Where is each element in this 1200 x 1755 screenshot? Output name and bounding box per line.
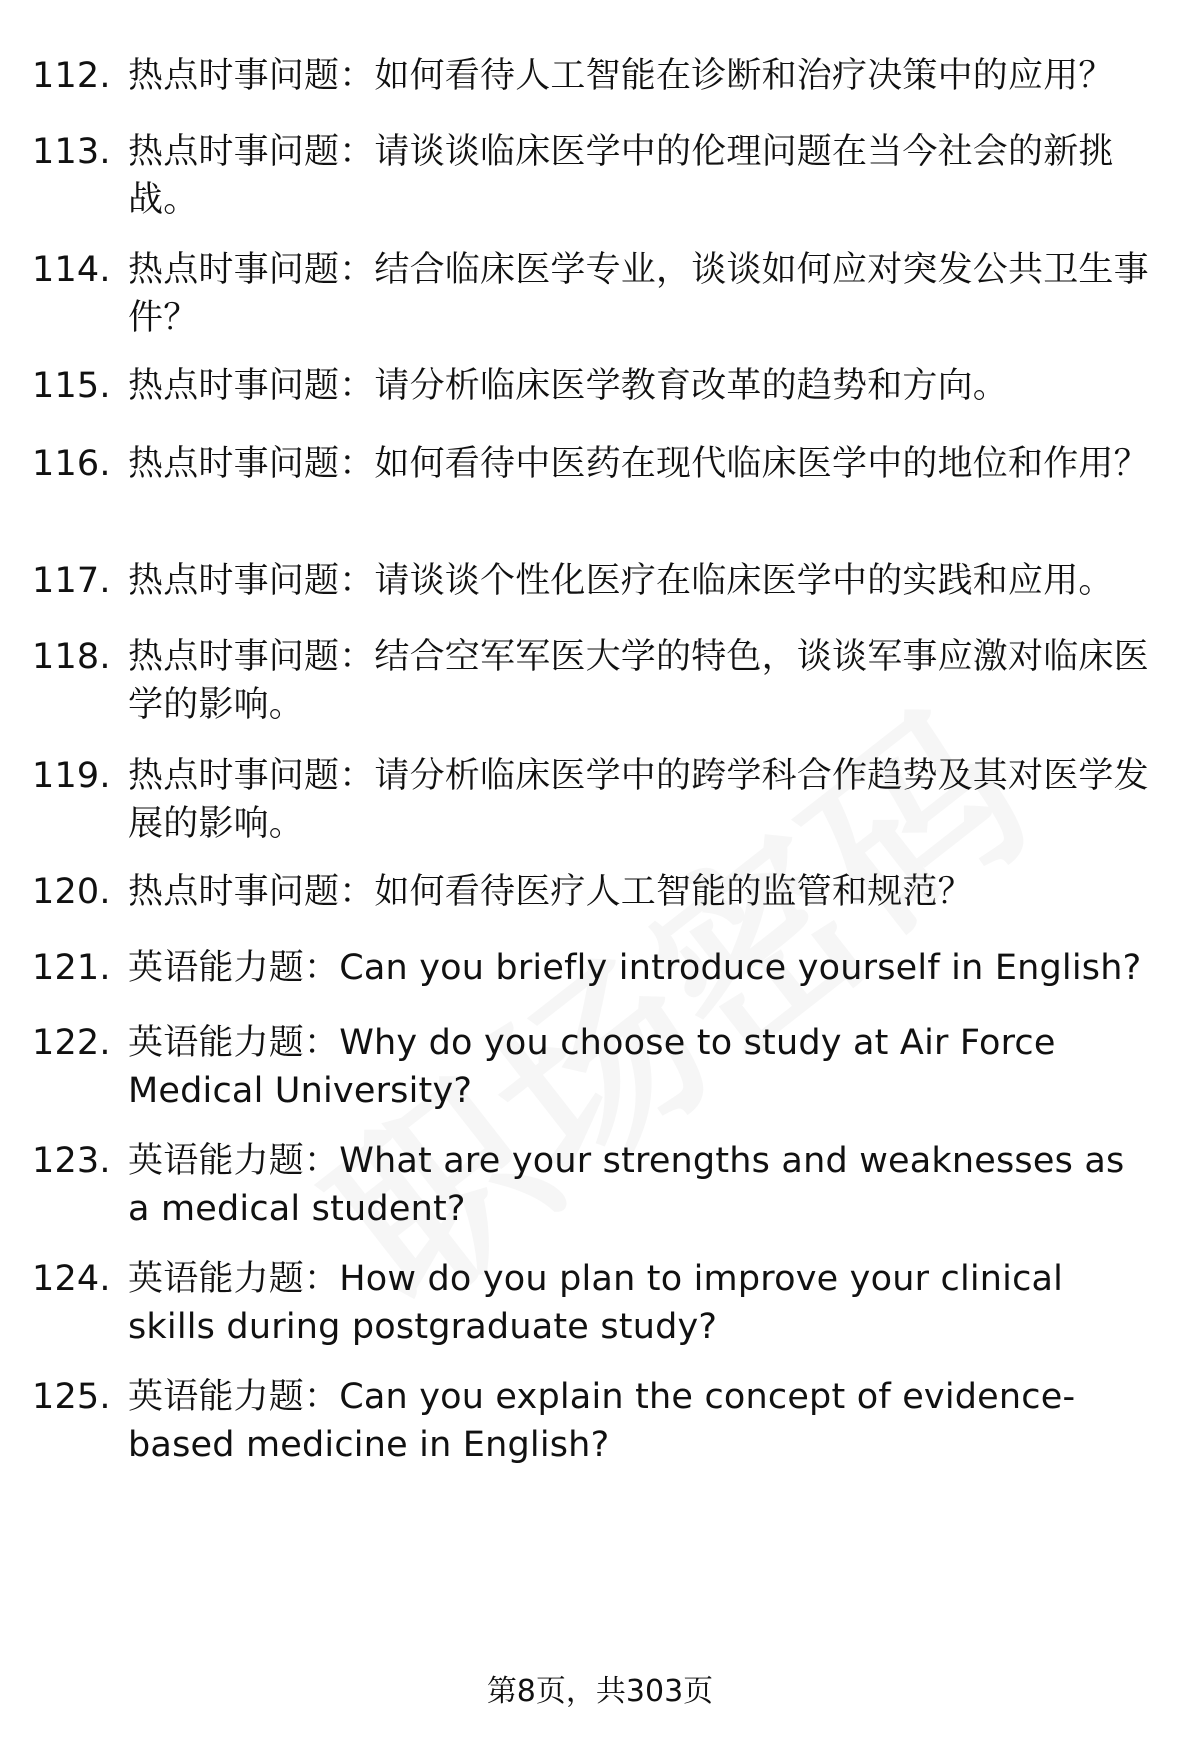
item-text: 热点时事问题：如何看待医疗人工智能的监管和规范？	[128, 872, 973, 912]
item-text: 英语能力题：What are your strengths and weaknesses as a medical student?	[128, 1141, 1125, 1229]
list-item	[32, 440, 1152, 488]
item-number: 114.	[32, 250, 111, 290]
item-number: 122.	[32, 1023, 111, 1063]
list-item	[32, 128, 1152, 224]
list-item	[32, 868, 1152, 916]
list-item	[32, 52, 1152, 100]
list-item	[32, 362, 1152, 410]
list-item	[32, 1373, 1152, 1469]
list-item	[32, 633, 1152, 729]
item-number: 117.	[32, 561, 111, 601]
item-text: 英语能力题：Why do you choose to study at Air Force Medical University?	[128, 1023, 1056, 1111]
item-text: 热点时事问题：如何看待人工智能在诊断和治疗决策中的应用？	[128, 56, 1114, 96]
item-text: 热点时事问题：请分析临床医学教育改革的趋势和方向。	[128, 366, 1009, 406]
item-number: 123.	[32, 1141, 111, 1181]
item-text: 英语能力题：Can you briefly introduce yourself in English?	[128, 948, 1142, 988]
page-footer: 第8页，共303页	[486, 1674, 714, 1709]
list-item	[32, 752, 1152, 848]
item-number: 113.	[32, 132, 111, 172]
item-text: 英语能力题：How do you plan to improve your clinical skills during postgraduate study?	[128, 1259, 1064, 1347]
item-text: 英语能力题：Can you explain the concept of evidence-based medicine in English?	[128, 1377, 1076, 1465]
list-item	[32, 1137, 1152, 1233]
item-text: 热点时事问题：请谈谈临床医学中的伦理问题在当今社会的新挑战。	[128, 132, 1114, 220]
item-number: 118.	[32, 637, 111, 677]
item-number: 116.	[32, 444, 111, 484]
item-text: 热点时事问题：请谈谈个性化医疗在临床医学中的实践和应用。	[128, 561, 1114, 601]
item-number: 112.	[32, 56, 111, 96]
list-item	[32, 944, 1152, 992]
list-item	[32, 246, 1152, 342]
item-text: 热点时事问题：结合空军军医大学的特色，谈谈军事应激对临床医学的影响。	[128, 637, 1149, 725]
item-text: 热点时事问题：结合临床医学专业，谈谈如何应对突发公共卫生事件？	[128, 250, 1149, 338]
list-item	[32, 557, 1152, 605]
list-item	[32, 1019, 1152, 1115]
item-number: 121.	[32, 948, 111, 988]
list-item	[32, 1255, 1152, 1351]
item-number: 124.	[32, 1259, 111, 1299]
item-number: 120.	[32, 872, 111, 912]
item-text: 热点时事问题：请分析临床医学中的跨学科合作趋势及其对医学发展的影响。	[128, 756, 1149, 844]
item-text: 热点时事问题：如何看待中医药在现代临床医学中的地位和作用？	[128, 444, 1149, 484]
item-number: 119.	[32, 756, 111, 796]
item-number: 115.	[32, 366, 111, 406]
item-number: 125.	[32, 1377, 111, 1417]
